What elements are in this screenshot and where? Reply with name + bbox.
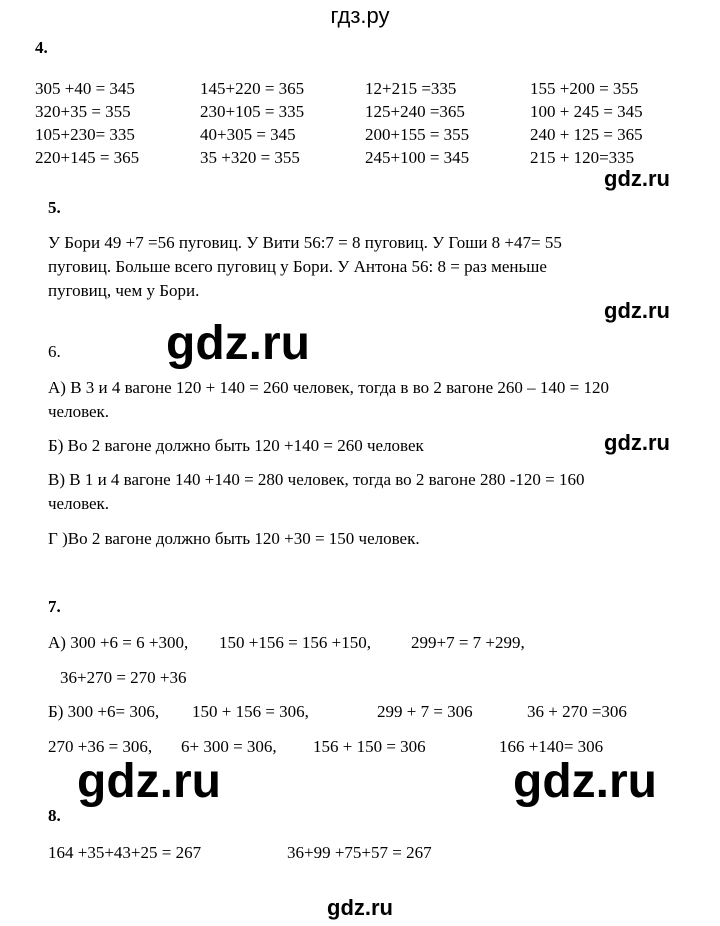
watermark: gdz.ru <box>604 298 670 323</box>
watermark: gdz.ru <box>604 166 670 191</box>
task-4-eq: 100 + 245 = 345 <box>530 102 643 121</box>
task-5-line: пуговиц. Больше всего пуговиц у Бори. У Антона 56: 8 = раз меньше <box>48 257 547 276</box>
task-4-eq: 200+155 = 355 <box>365 125 470 144</box>
task-7-b: 156 + 150 = 306 <box>313 737 426 756</box>
watermark: gdz.ru <box>513 755 657 808</box>
task-4-eq: 40+305 = 345 <box>200 125 296 144</box>
task-6-a: А) В 3 и 4 вагоне 120 + 140 = 260 человек, тогда в во 2 вагоне 260 – 140 = 120 <box>48 378 609 397</box>
task-4-eq: 240 + 125 = 365 <box>530 125 643 144</box>
watermark: gdz.ru <box>604 430 670 455</box>
task-6-b: Б) Во 2 вагоне должно быть 120 +140 = 260 человек <box>48 436 424 455</box>
task-7-b: 270 +36 = 306, <box>48 737 153 756</box>
task-7-b: 150 + 156 = 306, <box>192 702 309 721</box>
task-6-g: Г )Во 2 вагоне должно быть 120 +30 = 150 человек. <box>48 529 420 548</box>
task-4-eq: 12+215 =335 <box>365 79 457 98</box>
task-7-b: 299 + 7 = 306 <box>377 702 473 721</box>
task-7-b: 166 +140= 306 <box>499 737 604 756</box>
task-7-a: 299+7 = 7 +299, <box>411 633 525 652</box>
task-7-a: А) 300 +6 = 6 +300, <box>48 633 189 652</box>
task-5-number: 5. <box>48 198 61 217</box>
task-7-a: 150 +156 = 156 +150, <box>219 633 372 652</box>
task-6-v: человек. <box>48 494 110 513</box>
task-4-eq: 215 + 120=335 <box>530 148 635 167</box>
task-6-v: В) В 1 и 4 вагоне 140 +140 = 280 человек, тогда во 2 вагоне 280 -120 = 160 <box>48 470 585 489</box>
task-4-eq: 320+35 = 355 <box>35 102 131 121</box>
task-4-eq: 145+220 = 365 <box>200 79 305 98</box>
task-4-eq: 245+100 = 345 <box>365 148 470 167</box>
task-4-eq: 125+240 =365 <box>365 102 465 121</box>
task-4-eq: 35 +320 = 355 <box>200 148 300 167</box>
task-5-line: У Бори 49 +7 =56 пуговиц. У Вити 56:7 = 8 пуговиц. У Гоши 8 +47= 55 <box>48 233 562 252</box>
task-7-b: 6+ 300 = 306, <box>181 737 277 756</box>
task-7-b: 36 + 270 =306 <box>527 702 627 721</box>
watermark: gdz.ru <box>327 895 393 920</box>
task-5-line: пуговиц, чем у Бори. <box>48 281 200 300</box>
page-header: гдз.ру <box>330 3 390 28</box>
task-4-eq: 305 +40 = 345 <box>35 79 135 98</box>
task-4-eq: 220+145 = 365 <box>35 148 140 167</box>
task-6-a: человек. <box>48 402 110 421</box>
task-8-number: 8. <box>48 806 61 825</box>
task-7-a: 36+270 = 270 +36 <box>60 668 187 687</box>
watermark: gdz.ru <box>77 755 221 808</box>
task-7-number: 7. <box>48 597 61 616</box>
task-4-eq: 230+105 = 335 <box>200 102 305 121</box>
task-4-eq: 105+230= 335 <box>35 125 135 144</box>
task-8-eq: 36+99 +75+57 = 267 <box>287 843 432 862</box>
task-4-number: 4. <box>35 38 48 57</box>
task-7-b: Б) 300 +6= 306, <box>48 702 160 721</box>
watermark: gdz.ru <box>166 317 310 370</box>
task-8-eq: 164 +35+43+25 = 267 <box>48 843 202 862</box>
task-6-number: 6. <box>48 342 61 361</box>
task-4-eq: 155 +200 = 355 <box>530 79 639 98</box>
